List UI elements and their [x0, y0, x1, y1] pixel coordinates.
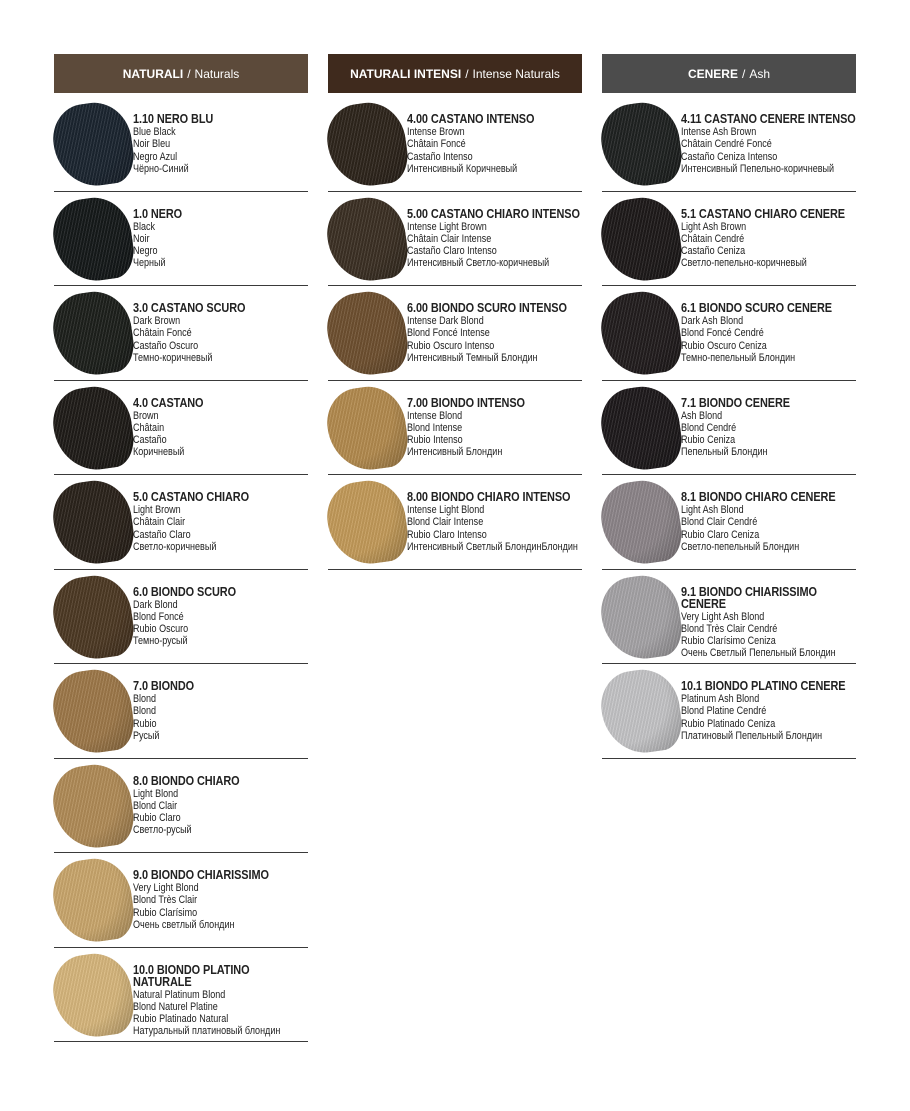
french-name: Blond Clair Cendré: [681, 516, 758, 529]
shade-code-name: 9.0 BIONDO CHIARISSIMO: [133, 867, 269, 882]
english-name: Black: [133, 220, 156, 233]
swatch-list: [54, 97, 308, 1042]
english-name: Dark Ash Blond: [681, 315, 744, 327]
hair-swatch-image: [597, 381, 686, 474]
english-name: Blue Black: [133, 126, 176, 138]
swatch-info: [681, 387, 857, 459]
translations: [133, 315, 309, 364]
spanish-name: Rubio Clarísimo: [133, 906, 198, 919]
french-name: Noir: [133, 232, 150, 245]
hair-swatch-image: [323, 476, 412, 569]
russian-name: Пепельный Блондин: [681, 446, 768, 459]
swatch-info: [407, 103, 583, 175]
english-name: Intense Ash Brown: [681, 126, 757, 138]
english-name: Intense Light Blond: [407, 504, 485, 516]
french-name: Châtain Foncé: [133, 327, 192, 340]
swatch-info: [681, 292, 857, 364]
spanish-name: Rubio Ceniza: [681, 434, 736, 447]
color-swatch-row: [602, 475, 856, 570]
spanish-name: Rubio Claro: [133, 812, 181, 825]
spanish-name: Rubio: [133, 717, 157, 730]
color-swatch-row: [54, 286, 308, 381]
color-swatch-row: [54, 853, 308, 948]
hair-swatch-image: [597, 570, 686, 663]
english-name: Ash Blond: [681, 409, 723, 422]
color-swatch-row: [54, 97, 308, 192]
russian-name: Коричневый: [133, 446, 185, 459]
spanish-name: Rubio Oscuro Intenso: [407, 339, 495, 352]
french-name: Blond Clair Intense: [407, 516, 484, 529]
shade-code-name: 5.1 CASTANO CHIARO CENERE: [681, 205, 845, 221]
color-swatch-row: [328, 475, 582, 570]
english-name: Natural Platinum Blond: [133, 988, 226, 1001]
hair-swatch-image: [323, 381, 412, 474]
russian-name: Русый: [133, 729, 160, 742]
column-header: [602, 54, 856, 93]
swatch-info: [133, 198, 309, 270]
hair-swatch-image: [49, 476, 138, 569]
russian-name: Интенсивный Коричневый: [407, 162, 518, 175]
translations: [133, 126, 309, 175]
shade-code-name: 7.1 BIONDO CENERE: [681, 394, 791, 410]
hair-swatch-image: [49, 854, 138, 947]
english-name: Intense Light Brown: [407, 220, 487, 233]
swatch-info: [681, 670, 857, 742]
french-name: Blond Intense: [407, 421, 463, 434]
spanish-name: Castaño Claro Intenso: [407, 245, 497, 258]
column-header-separator: /: [465, 66, 469, 81]
french-name: Blond Foncé: [133, 610, 184, 623]
russian-name: Очень светлый блондин: [133, 918, 235, 931]
shade-code-name: 10.0 BIONDO PLATINO NATURALE: [133, 961, 250, 989]
swatch-info: [133, 481, 309, 553]
russian-name: Темно-коричневый: [133, 351, 213, 364]
column-naturali: [54, 54, 308, 1042]
english-name: Blond: [133, 693, 157, 705]
swatch-info: [133, 859, 309, 931]
swatch-info: [681, 103, 857, 175]
russian-name: Светло-русый: [133, 824, 192, 837]
color-swatch-row: [328, 192, 582, 287]
russian-name: Черный: [133, 257, 166, 270]
russian-name: Темно-русый: [133, 635, 188, 648]
french-name: Châtain Clair Intense: [407, 232, 492, 245]
shade-code-name: 4.11 CASTANO CENERE INTENSO: [681, 111, 856, 126]
spanish-name: Castaño Claro: [133, 528, 191, 541]
shade-code-name: 5.0 CASTANO CHIARO: [133, 489, 249, 504]
french-name: Blond Platine Cendré: [681, 705, 767, 718]
spanish-name: Rubio Oscuro: [133, 623, 189, 636]
shade-code-name: 4.0 CASTANO: [133, 394, 204, 410]
spanish-name: Castaño Intenso: [407, 150, 473, 163]
translations: [133, 221, 309, 270]
column-header: [54, 54, 308, 93]
swatch-info: [133, 954, 309, 1038]
french-name: Blond Clair: [133, 799, 178, 812]
english-name: Very Light Ash Blond: [681, 610, 765, 623]
spanish-name: Negro: [133, 245, 158, 258]
spanish-name: Negro Azul: [133, 150, 178, 163]
translations: [407, 410, 583, 459]
color-swatch-row: [54, 948, 308, 1043]
swatch-info: [133, 103, 309, 175]
french-name: Châtain: [133, 421, 165, 434]
spanish-name: Castaño Ceniza: [681, 245, 746, 258]
swatch-list: [328, 97, 582, 570]
shade-code-name: 3.0 CASTANO SCURO: [133, 300, 246, 315]
shade-code-name: 6.0 BIONDO SCURO: [133, 583, 237, 599]
hair-swatch-image: [49, 192, 138, 285]
english-name: Light Ash Brown: [681, 220, 747, 233]
color-swatch-row: [602, 286, 856, 381]
hair-swatch-image: [49, 948, 138, 1041]
translations: [681, 611, 857, 660]
column-header-title: NATURALI: [122, 66, 184, 81]
shade-code-name: 8.1 BIONDO CHIARO CENERE: [681, 489, 836, 504]
hair-swatch-image: [597, 476, 686, 569]
french-name: Châtain Cendré: [681, 232, 745, 245]
spanish-name: Castaño Oscuro: [133, 339, 199, 352]
english-name: Brown: [133, 409, 159, 422]
russian-name: Чёрно-Синий: [133, 162, 189, 175]
hair-swatch-image: [323, 192, 412, 285]
french-name: Châtain Clair: [133, 516, 186, 529]
column-header-separator: /: [741, 66, 746, 81]
swatch-info: [407, 292, 583, 364]
spanish-name: Rubio Claro Intenso: [407, 528, 487, 541]
translations: [133, 882, 309, 931]
spanish-name: Rubio Claro Ceniza: [681, 528, 760, 541]
hair-swatch-image: [49, 759, 138, 852]
spanish-name: Castaño Ceniza Intenso: [681, 150, 778, 163]
translations: [681, 410, 857, 459]
column-naturali-intensi: [328, 54, 582, 570]
color-swatch-row: [54, 759, 308, 854]
shade-code-name: 5.00 CASTANO CHIARO INTENSO: [407, 205, 580, 221]
translations: [681, 504, 857, 553]
french-name: Blond Naturel Platine: [133, 1000, 218, 1013]
swatch-info: [407, 387, 583, 459]
swatch-info: [133, 765, 309, 837]
swatch-info: [407, 481, 583, 553]
russian-name: Очень Светлый Пепельный Блондин: [681, 647, 836, 660]
swatch-info: [133, 670, 309, 742]
color-swatch-row: [602, 664, 856, 759]
shade-code-name: 10.1 BIONDO PLATINO CENERE: [681, 678, 846, 693]
color-swatch-row: [328, 97, 582, 192]
english-name: Intense Dark Blond: [407, 315, 484, 327]
spanish-name: Rubio Clarísimo Ceniza: [681, 635, 776, 648]
russian-name: Интенсивный Темный Блондин: [407, 351, 538, 364]
translations: [407, 126, 583, 175]
translations: [681, 315, 857, 364]
russian-name: Интенсивный Светлый БлондинБлондин: [407, 540, 578, 553]
french-name: Châtain Foncé: [407, 138, 466, 151]
shade-code-name: 7.0 BIONDO: [133, 678, 195, 693]
russian-name: Натуральный платиновый блондин: [133, 1025, 281, 1038]
color-swatch-row: [602, 97, 856, 192]
french-name: Blond Foncé Intense: [407, 327, 490, 340]
color-swatch-row: [54, 475, 308, 570]
color-swatch-row: [54, 192, 308, 287]
color-swatch-row: [328, 286, 582, 381]
russian-name: Интенсивный Блондин: [407, 446, 503, 459]
shade-code-name: 9.1 BIONDO CHIARISSIMO CENERE: [681, 583, 817, 611]
swatch-info: [133, 387, 309, 459]
color-swatch-row: [602, 381, 856, 476]
translations: [407, 221, 583, 270]
translations: [133, 693, 309, 742]
column-header-separator: /: [187, 66, 191, 81]
shade-code-name: 1.0 NERO: [133, 205, 183, 221]
hair-swatch-image: [49, 570, 138, 663]
translations: [681, 693, 857, 742]
russian-name: Светло-пепельно-коричневый: [681, 257, 807, 270]
shade-code-name: 6.1 BIONDO SCURO CENERE: [681, 300, 832, 315]
shade-code-name: 4.00 CASTANO INTENSO: [407, 111, 535, 126]
hair-swatch-image: [49, 98, 138, 191]
spanish-name: Castaño: [133, 434, 167, 447]
hair-swatch-image: [323, 98, 412, 191]
column-header-subtitle: Intense Naturals: [472, 66, 560, 81]
column-cenere: [602, 54, 856, 759]
swatch-info: [133, 292, 309, 364]
english-name: Very Light Blond: [133, 882, 199, 894]
french-name: Blond Très Clair: [133, 894, 198, 907]
column-header-subtitle: Ash: [749, 66, 771, 81]
shade-code-name: 8.0 BIONDO CHIARO: [133, 772, 240, 788]
translations: [133, 989, 309, 1038]
english-name: Light Brown: [133, 504, 181, 516]
hair-swatch-image: [597, 98, 686, 191]
hair-swatch-image: [323, 287, 412, 380]
spanish-name: Rubio Platinado Ceniza: [681, 717, 776, 730]
spanish-name: Rubio Platinado Natural: [133, 1013, 229, 1026]
english-name: Light Ash Blond: [681, 504, 744, 516]
russian-name: Интенсивный Пепельно-коричневый: [681, 162, 835, 175]
translations: [681, 221, 857, 270]
hair-swatch-image: [597, 192, 686, 285]
swatch-info: [681, 481, 857, 553]
english-name: Dark Brown: [133, 315, 181, 327]
column-header-title: CENERE: [687, 66, 738, 81]
hair-swatch-image: [49, 665, 138, 758]
russian-name: Светло-коричневый: [133, 540, 217, 553]
swatch-list: [602, 97, 856, 759]
english-name: Intense Brown: [407, 126, 465, 138]
english-name: Intense Blond: [407, 409, 463, 422]
french-name: Blond Foncé Cendré: [681, 327, 764, 340]
hair-swatch-image: [597, 665, 686, 758]
swatch-info: [681, 198, 857, 270]
spanish-name: Rubio Oscuro Ceniza: [681, 339, 767, 352]
swatch-info: [133, 576, 309, 648]
hair-swatch-image: [49, 381, 138, 474]
hair-swatch-image: [49, 287, 138, 380]
translations: [681, 126, 857, 175]
french-name: Châtain Cendré Foncé: [681, 138, 772, 151]
column-header-subtitle: Naturals: [194, 66, 240, 81]
translations: [133, 504, 309, 553]
column-header: [328, 54, 582, 93]
translations: [133, 788, 309, 837]
hair-swatch-image: [597, 287, 686, 380]
russian-name: Интенсивный Светло-коричневый: [407, 257, 550, 270]
shade-code-name: 1.10 NERO BLU: [133, 111, 214, 126]
english-name: Dark Blond: [133, 598, 178, 611]
translations: [133, 599, 309, 648]
translations: [133, 410, 309, 459]
color-swatch-row: [54, 664, 308, 759]
french-name: Blond Très Clair Cendré: [681, 622, 778, 635]
swatch-info: [407, 198, 583, 270]
english-name: Light Blond: [133, 787, 179, 800]
color-swatch-row: [54, 570, 308, 665]
french-name: Noir Bleu: [133, 138, 171, 151]
translations: [407, 315, 583, 364]
column-header-title: NATURALI INTENSI: [350, 66, 462, 81]
shade-code-name: 7.00 BIONDO INTENSO: [407, 394, 525, 410]
spanish-name: Rubio Intenso: [407, 434, 463, 447]
color-swatch-row: [54, 381, 308, 476]
french-name: Blond Cendré: [681, 421, 737, 434]
shade-code-name: 8.00 BIONDO CHIARO INTENSO: [407, 489, 571, 504]
swatch-info: [681, 576, 857, 660]
color-swatch-row: [602, 192, 856, 287]
shade-code-name: 6.00 BIONDO SCURO INTENSO: [407, 300, 567, 315]
russian-name: Платиновый Пепельный Блондин: [681, 729, 823, 742]
russian-name: Светло-пепельный Блондин: [681, 540, 800, 553]
translations: [407, 504, 583, 553]
color-swatch-row: [328, 381, 582, 476]
french-name: Blond: [133, 705, 157, 718]
russian-name: Темно-пепельный Блондин: [681, 351, 796, 364]
color-swatch-row: [602, 570, 856, 665]
english-name: Platinum Ash Blond: [681, 693, 760, 705]
